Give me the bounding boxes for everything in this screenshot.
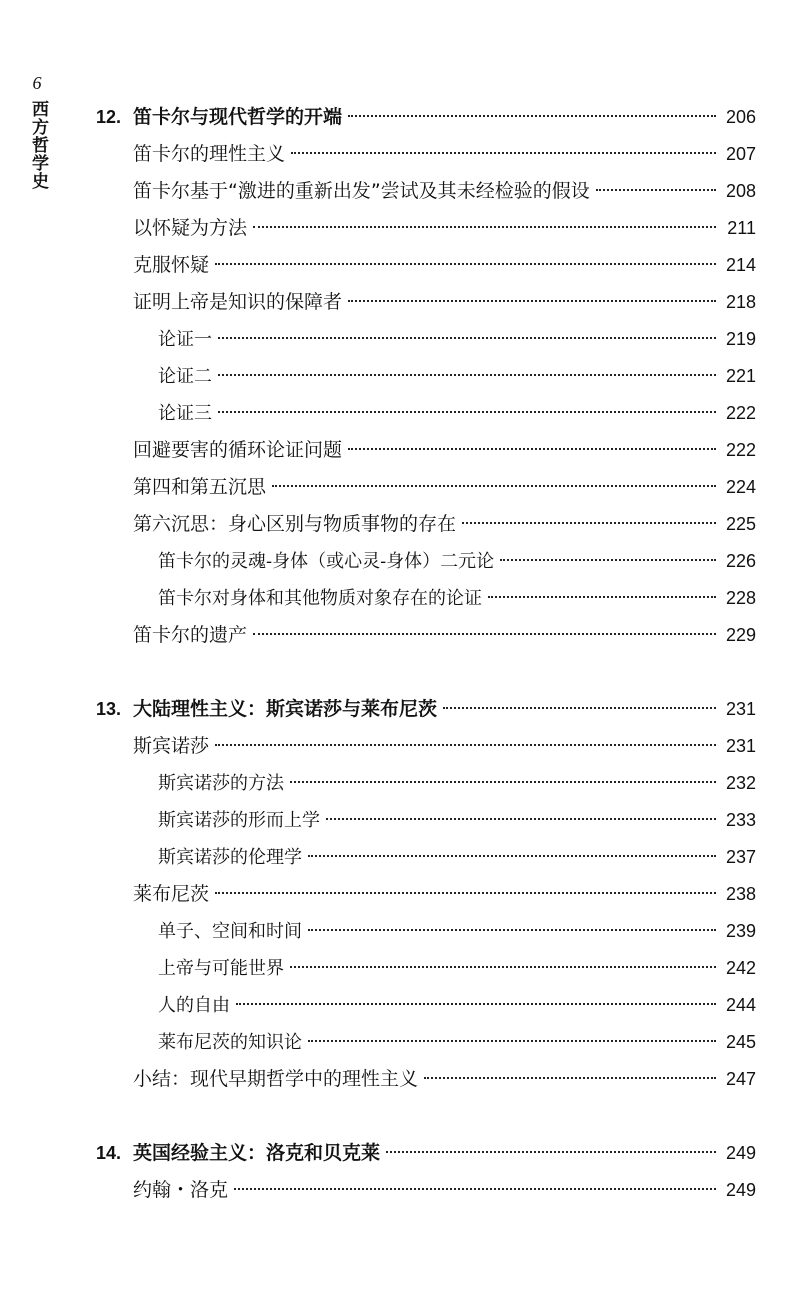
toc-section-entry[interactable]: [96, 617, 756, 654]
dot-leader: [443, 707, 716, 709]
toc-chapter-entry[interactable]: [96, 691, 756, 728]
entry-title: 小结：现代早期哲学中的理性主义: [133, 1068, 419, 1090]
entry-page-number: 244: [725, 995, 756, 1015]
toc-chapter-entry[interactable]: [96, 99, 756, 136]
dot-leader: [218, 411, 716, 413]
dot-leader: [215, 744, 716, 746]
entry-title: 笛卡尔的理性主义: [133, 143, 286, 165]
entry-title: 笛卡尔对身体和其他物质对象存在的论证: [158, 588, 482, 609]
entry-page-number: 208: [725, 181, 756, 201]
entry-title: 论证一: [158, 329, 212, 350]
entry-title: 论证三: [158, 403, 212, 424]
entry-title: 单子、空间和时间: [158, 921, 302, 942]
entry-page-number: 239: [725, 921, 756, 941]
dot-leader: [348, 115, 716, 117]
entry-title: 莱布尼茨的知识论: [158, 1032, 302, 1053]
dot-leader: [253, 226, 716, 228]
entry-title: 斯宾诺莎的方法: [158, 773, 284, 794]
entry-title: 第四和第五沉思: [133, 476, 267, 498]
entry-title: 约翰・洛克: [133, 1179, 229, 1201]
entry-page-number: 222: [725, 403, 756, 423]
toc-subsection-entry[interactable]: [96, 987, 756, 1024]
chapter-spacer: [96, 654, 756, 691]
dot-leader: [308, 929, 716, 931]
dot-leader: [500, 559, 716, 561]
entry-title: 斯宾诺莎的伦理学: [158, 847, 302, 868]
dot-leader: [348, 448, 716, 450]
toc-subsection-entry[interactable]: [96, 543, 756, 580]
entry-page-number: 245: [725, 1032, 756, 1052]
entry-title: 斯宾诺莎的形而上学: [158, 810, 320, 831]
toc-section-entry[interactable]: [96, 432, 756, 469]
dot-leader: [326, 818, 716, 820]
dot-leader: [386, 1151, 716, 1153]
entry-page-number: 242: [725, 958, 756, 978]
chapter-number: 14.: [96, 1143, 122, 1163]
toc-subsection-entry[interactable]: [96, 765, 756, 802]
entry-title: 以怀疑为方法: [133, 217, 248, 239]
entry-title: 克服怀疑: [133, 254, 210, 276]
toc-subsection-entry[interactable]: [96, 395, 756, 432]
toc-subsection-entry[interactable]: [96, 913, 756, 950]
dot-leader: [253, 633, 716, 635]
entry-page-number: 211: [727, 218, 756, 238]
entry-page-number: 226: [725, 551, 756, 571]
entry-page-number: 221: [725, 366, 756, 386]
page-number: 6: [32, 73, 42, 93]
dot-leader: [215, 263, 716, 265]
dot-leader: [218, 374, 716, 376]
entry-page-number: 218: [725, 292, 756, 312]
table-of-contents: [96, 99, 756, 1209]
chapter-title: 英国经验主义：洛克和贝克莱: [133, 1142, 381, 1164]
dot-leader: [596, 189, 716, 191]
toc-section-entry[interactable]: [96, 247, 756, 284]
entry-title: 斯宾诺莎: [133, 735, 210, 757]
entry-page-number: 225: [725, 514, 756, 534]
entry-title: 上帝与可能世界: [158, 958, 284, 979]
entry-page-number: 249: [725, 1180, 756, 1200]
toc-section-entry[interactable]: [96, 506, 756, 543]
chapter-page-number: 206: [725, 107, 756, 127]
chapter-number: 12.: [96, 107, 122, 127]
toc-section-entry[interactable]: [96, 210, 756, 247]
entry-title: 证明上帝是知识的保障者: [133, 291, 343, 313]
entry-page-number: 228: [725, 588, 756, 608]
dot-leader: [215, 892, 716, 894]
entry-title: 笛卡尔的遗产: [133, 624, 248, 646]
chapter-page-number: 231: [725, 699, 756, 719]
chapter-number: 13.: [96, 699, 122, 719]
entry-page-number: 238: [725, 884, 756, 904]
toc-subsection-entry[interactable]: [96, 950, 756, 987]
entry-title: 笛卡尔的灵魂-身体（或心灵-身体）二元论: [158, 551, 495, 572]
toc-section-entry[interactable]: [96, 1172, 756, 1209]
entry-page-number: 247: [725, 1069, 756, 1089]
entry-title: 第六沉思：身心区别与物质事物的存在: [133, 513, 457, 535]
entry-title: 回避要害的循环论证问题: [133, 439, 343, 461]
dot-leader: [424, 1077, 716, 1079]
dot-leader: [308, 855, 716, 857]
toc-subsection-entry[interactable]: [96, 321, 756, 358]
dot-leader: [462, 522, 716, 524]
toc-subsection-entry[interactable]: [96, 358, 756, 395]
toc-chapter-entry[interactable]: [96, 1135, 756, 1172]
dot-leader: [291, 152, 716, 154]
dot-leader: [290, 781, 716, 783]
dot-leader: [272, 485, 716, 487]
chapter-page-number: 249: [725, 1143, 756, 1163]
dot-leader: [218, 337, 716, 339]
chapter-title: 大陆理性主义：斯宾诺莎与莱布尼茨: [133, 698, 438, 720]
dot-leader: [234, 1188, 716, 1190]
chapter-spacer: [96, 1098, 756, 1135]
entry-title: 人的自由: [158, 995, 230, 1016]
entry-page-number: 214: [725, 255, 756, 275]
chapter-title: 笛卡尔与现代哲学的开端: [133, 106, 343, 128]
toc-subsection-entry[interactable]: [96, 580, 756, 617]
dot-leader: [236, 1003, 716, 1005]
dot-leader: [348, 300, 716, 302]
page-margin: [22, 72, 52, 190]
entry-title: 笛卡尔基于“激进的重新出发”尝试及其未经检验的假设: [133, 180, 590, 202]
entry-page-number: 233: [725, 810, 756, 830]
dot-leader: [488, 596, 716, 598]
running-title: 西方哲学史: [28, 100, 48, 190]
toc-subsection-entry[interactable]: [96, 839, 756, 876]
toc-section-entry[interactable]: [96, 728, 756, 765]
entry-page-number: 231: [725, 736, 756, 756]
entry-page-number: 207: [725, 144, 756, 164]
toc-subsection-entry[interactable]: [96, 802, 756, 839]
dot-leader: [308, 1040, 716, 1042]
entry-page-number: 229: [725, 625, 756, 645]
dot-leader: [290, 966, 716, 968]
toc-subsection-entry[interactable]: [96, 1024, 756, 1061]
entry-title: 莱布尼茨: [133, 883, 210, 905]
toc-section-entry[interactable]: [96, 136, 756, 173]
toc-section-entry[interactable]: [96, 469, 756, 506]
toc-section-entry[interactable]: [96, 284, 756, 321]
toc-section-entry[interactable]: [96, 1061, 756, 1098]
entry-page-number: 237: [725, 847, 756, 867]
toc-section-entry[interactable]: [96, 173, 756, 210]
entry-page-number: 224: [725, 477, 756, 497]
toc-section-entry[interactable]: [96, 876, 756, 913]
entry-page-number: 222: [725, 440, 756, 460]
entry-title: 论证二: [158, 366, 212, 387]
entry-page-number: 232: [725, 773, 756, 793]
entry-page-number: 219: [725, 329, 756, 349]
